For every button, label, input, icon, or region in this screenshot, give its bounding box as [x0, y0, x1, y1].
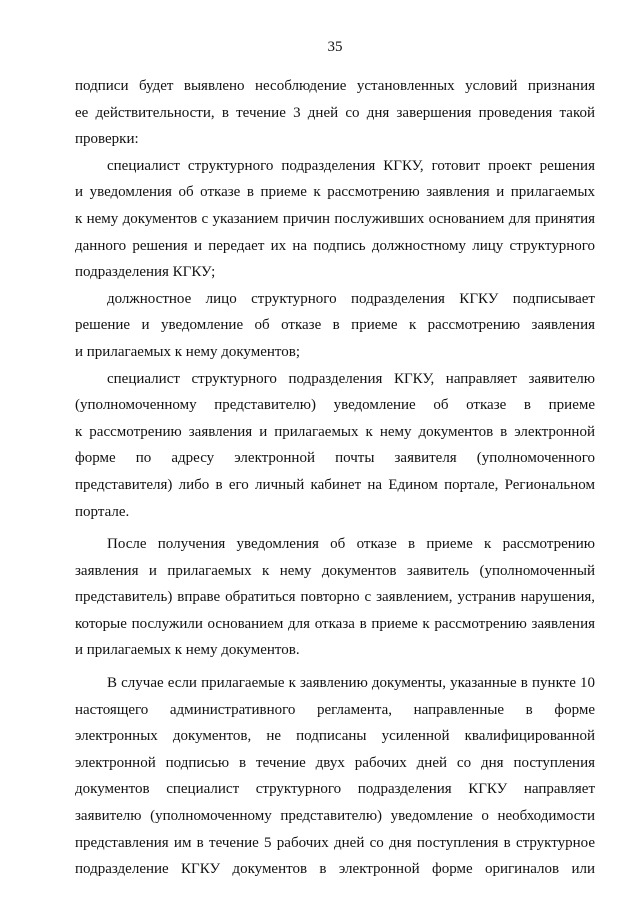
paragraph	[75, 531, 595, 664]
text-line: решение и уведомление об отказе в приеме к рассмотрению заявления	[75, 317, 595, 334]
text-line: подразделение КГКУ документов в электронной форме оригиналов или	[75, 861, 595, 878]
text-line: подразделения КГКУ;	[75, 264, 216, 281]
text-line: к рассмотрению заявления и прилагаемых к нему документов в электронной	[75, 423, 595, 440]
text-line: специалист структурного подразделения КГКУ, направляет заявителю	[107, 370, 595, 387]
text-line: (уполномоченному представителю) уведомление об отказе в приеме	[75, 397, 595, 414]
text-line: к нему документов с указанием причин послуживших основанием для принятия	[75, 210, 595, 227]
text-line: форме по адресу электронной почты заявителя (уполномоченного	[75, 450, 595, 467]
paragraph	[75, 153, 595, 286]
text-line: которые послужили основанием для отказа в приеме к рассмотрению заявления	[75, 615, 595, 632]
text-line: проверки:	[75, 131, 139, 148]
paragraph	[75, 366, 595, 526]
text-line: и прилагаемых к нему документов.	[75, 642, 300, 659]
text-line: заявления и прилагаемых к нему документов заявитель (уполномоченный	[75, 562, 595, 579]
text-line: специалист структурного подразделения КГКУ, готовит проект решения	[107, 157, 595, 174]
text-line: и прилагаемых к нему документов;	[75, 343, 301, 360]
page-number: 35	[327, 39, 343, 55]
paragraph	[75, 670, 595, 883]
text-line: данного решения и передает их на подпись должностному лицу структурного	[75, 237, 595, 254]
text-line: В случае если прилагаемые к заявлению документы, указанные в пункте 10	[107, 675, 595, 692]
text-line: и уведомления об отказе в приеме к рассмотрению заявления и прилагаемых	[75, 184, 595, 201]
text-line: портале.	[75, 503, 130, 520]
text-line: ее действительности, в течение 3 дней со дня завершения проведения такой	[75, 104, 595, 121]
paragraph	[75, 286, 595, 366]
text-line: должностное лицо структурного подразделения КГКУ подписывает	[107, 290, 595, 307]
paragraph	[75, 73, 595, 153]
text-line: представления им в течение 5 рабочих дней со дня поступления в структурное	[75, 834, 595, 851]
document-body	[75, 73, 595, 883]
text-line: электронной подписью в течение двух рабочих дней со дня поступления	[75, 754, 595, 771]
text-line: подписи будет выявлено несоблюдение установленных условий признания	[75, 78, 595, 94]
text-line: представитель) вправе обратиться повторно с заявлением, устранив нарушения,	[75, 589, 595, 606]
text-line: После получения уведомления об отказе в приеме к рассмотрению	[107, 536, 595, 553]
text-line: электронных документов, не подписаны усиленной квалифицированной	[75, 728, 595, 745]
text-line: документов специалист структурного подразделения КГКУ направляет	[75, 781, 595, 798]
text-line: настоящего административного регламента, направленные в форме	[75, 701, 595, 718]
text-line: заявителю (уполномоченному представителю) уведомление о необходимости	[75, 808, 595, 825]
text-line: представителя) либо в его личный кабинет на Едином портале, Региональном	[75, 476, 595, 493]
